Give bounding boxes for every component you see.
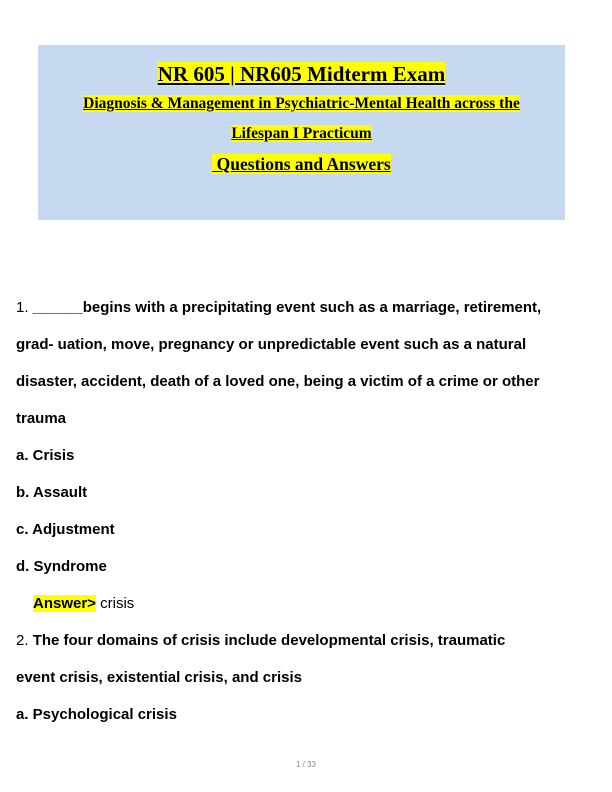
- answer-label: Answer>: [33, 595, 96, 612]
- question-number: 2.: [16, 632, 33, 649]
- document-subtitle-line-1: Diagnosis & Management in Psychiatric-Mental Health across the: [83, 95, 520, 112]
- option-b: b. Assault: [16, 484, 88, 501]
- questions-content: [16, 289, 596, 733]
- document-subtitle-qa: Questions and Answers: [212, 154, 391, 174]
- document-subtitle-line-2: Lifespan I Practicum: [231, 125, 372, 142]
- question-text: ______begins with a precipitating event such as a marriage, retirement,: [32, 299, 542, 316]
- option-c: c. Adjustment: [16, 521, 115, 538]
- question-text: The four domains of crisis include developmental crisis, traumatic: [32, 632, 506, 649]
- question-2-line-2: event crisis, existential crisis, and crisis: [16, 669, 302, 686]
- answer-text: crisis: [95, 595, 135, 612]
- page-number: 1 / 33: [295, 760, 316, 769]
- question-1-line-2: grad- uation, move, pregnancy or unpredictable event such as a natural: [16, 336, 527, 353]
- question-1-line-1: [16, 289, 596, 326]
- question-number: 1.: [16, 299, 33, 316]
- question-1-line-3: disaster, accident, death of a loved one, being a victim of a crime or other: [16, 373, 540, 390]
- document-title: NR 605 | NR605 Midterm Exam: [157, 62, 446, 86]
- question-1-line-4: trauma: [16, 410, 67, 427]
- title-banner: [38, 45, 565, 220]
- option-a: a. Psychological crisis: [16, 706, 177, 723]
- question-2-line-1: [16, 622, 596, 659]
- answer-line: [16, 585, 596, 622]
- option-d: d. Syndrome: [16, 558, 107, 575]
- option-a: a. Crisis: [16, 447, 75, 464]
